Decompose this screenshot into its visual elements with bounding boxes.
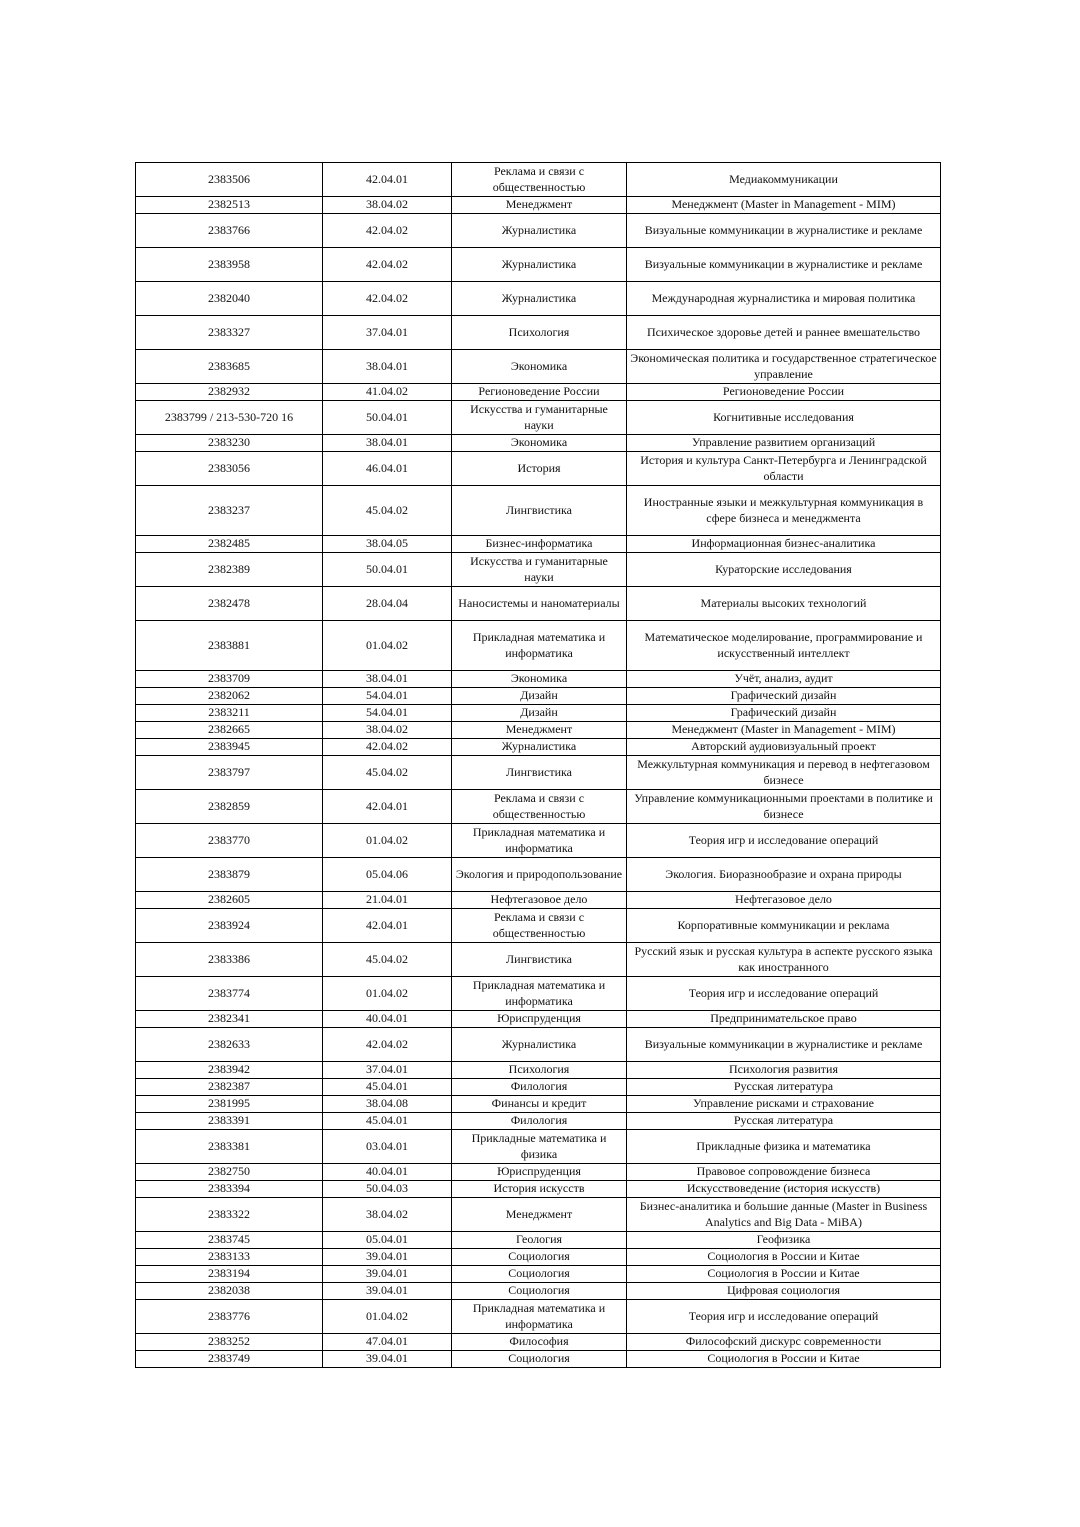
cell-id: 2382605 xyxy=(136,892,323,909)
cell-code: 42.04.01 xyxy=(323,790,452,824)
table-row xyxy=(136,1283,941,1300)
cell-field: Менеджмент xyxy=(452,1198,627,1232)
table-row xyxy=(136,1266,941,1283)
table-row xyxy=(136,350,941,384)
cell-code: 37.04.01 xyxy=(323,1062,452,1079)
cell-id: 2382513 xyxy=(136,197,323,214)
cell-code: 05.04.06 xyxy=(323,858,452,892)
cell-program: Менеджмент (Master in Management - MIM) xyxy=(627,197,941,214)
cell-id: 2383797 xyxy=(136,756,323,790)
cell-program: Международная журналистика и мировая политика xyxy=(627,282,941,316)
cell-program: Прикладные физика и математика xyxy=(627,1130,941,1164)
cell-id: 2383958 xyxy=(136,248,323,282)
cell-code: 38.04.01 xyxy=(323,435,452,452)
cell-program: Визуальные коммуникации в журналистике и рекламе xyxy=(627,1028,941,1062)
table-row xyxy=(136,214,941,248)
cell-id: 2382932 xyxy=(136,384,323,401)
cell-program: Психическое здоровье детей и раннее вмешательство xyxy=(627,316,941,350)
cell-field: Лингвистика xyxy=(452,486,627,536)
table-row xyxy=(136,282,941,316)
table-row xyxy=(136,1028,941,1062)
cell-program: Регионоведение России xyxy=(627,384,941,401)
cell-field: Социология xyxy=(452,1351,627,1368)
cell-id: 2383133 xyxy=(136,1249,323,1266)
table-row xyxy=(136,722,941,739)
cell-field: Журналистика xyxy=(452,214,627,248)
cell-field: Журналистика xyxy=(452,248,627,282)
table-row xyxy=(136,1334,941,1351)
cell-field: Журналистика xyxy=(452,1028,627,1062)
cell-program: Кураторские исследования xyxy=(627,553,941,587)
cell-id: 2382750 xyxy=(136,1164,323,1181)
cell-id: 2383381 xyxy=(136,1130,323,1164)
cell-code: 01.04.02 xyxy=(323,824,452,858)
cell-field: Менеджмент xyxy=(452,722,627,739)
cell-field: Искусства и гуманитарные науки xyxy=(452,553,627,587)
cell-id: 2383924 xyxy=(136,909,323,943)
table-row xyxy=(136,197,941,214)
cell-program: Учёт, анализ, аудит xyxy=(627,671,941,688)
cell-field: Прикладные математика и физика xyxy=(452,1130,627,1164)
cell-id: 2383881 xyxy=(136,621,323,671)
table-row xyxy=(136,671,941,688)
cell-id: 2383745 xyxy=(136,1232,323,1249)
cell-code: 40.04.01 xyxy=(323,1011,452,1028)
table-row xyxy=(136,621,941,671)
table-row xyxy=(136,1232,941,1249)
table-row xyxy=(136,384,941,401)
cell-program: Предпринимательское право xyxy=(627,1011,941,1028)
cell-code: 38.04.08 xyxy=(323,1096,452,1113)
cell-code: 42.04.02 xyxy=(323,214,452,248)
cell-code: 45.04.01 xyxy=(323,1079,452,1096)
cell-code: 39.04.01 xyxy=(323,1283,452,1300)
cell-code: 38.04.02 xyxy=(323,722,452,739)
cell-program: Теория игр и исследование операций xyxy=(627,977,941,1011)
cell-field: Филология xyxy=(452,1079,627,1096)
cell-id: 2382859 xyxy=(136,790,323,824)
cell-field: Регионоведение России xyxy=(452,384,627,401)
cell-id: 2383879 xyxy=(136,858,323,892)
cell-code: 38.04.01 xyxy=(323,671,452,688)
cell-program: Теория игр и исследование операций xyxy=(627,824,941,858)
table-row xyxy=(136,705,941,722)
table-row xyxy=(136,163,941,197)
cell-field: Психология xyxy=(452,1062,627,1079)
cell-program: Геофизика xyxy=(627,1232,941,1249)
cell-program: Графический дизайн xyxy=(627,705,941,722)
cell-field: Социология xyxy=(452,1266,627,1283)
cell-field: Филология xyxy=(452,1113,627,1130)
cell-id: 2382040 xyxy=(136,282,323,316)
cell-code: 45.04.02 xyxy=(323,486,452,536)
cell-field: Экономика xyxy=(452,671,627,688)
cell-field: Прикладная математика и информатика xyxy=(452,1300,627,1334)
cell-code: 05.04.01 xyxy=(323,1232,452,1249)
cell-program: История и культура Санкт-Петербурга и Ленинградской области xyxy=(627,452,941,486)
cell-code: 54.04.01 xyxy=(323,688,452,705)
cell-field: Экономика xyxy=(452,435,627,452)
table-row xyxy=(136,316,941,350)
cell-program: Теория игр и исследование операций xyxy=(627,1300,941,1334)
cell-id: 2383942 xyxy=(136,1062,323,1079)
cell-field: Геология xyxy=(452,1232,627,1249)
cell-program: Медиакоммуникации xyxy=(627,163,941,197)
table-row xyxy=(136,1198,941,1232)
cell-program: Русская литература xyxy=(627,1113,941,1130)
cell-id: 2383774 xyxy=(136,977,323,1011)
cell-id: 2383709 xyxy=(136,671,323,688)
cell-id: 2382387 xyxy=(136,1079,323,1096)
cell-id: 2383749 xyxy=(136,1351,323,1368)
programs-table-body xyxy=(136,163,941,1368)
cell-id: 2382485 xyxy=(136,536,323,553)
table-row xyxy=(136,435,941,452)
table-row xyxy=(136,858,941,892)
cell-program: Управление развитием организаций xyxy=(627,435,941,452)
cell-field: Прикладная математика и информатика xyxy=(452,824,627,858)
cell-field: Наносистемы и наноматериалы xyxy=(452,587,627,621)
cell-field: Финансы и кредит xyxy=(452,1096,627,1113)
cell-code: 50.04.01 xyxy=(323,553,452,587)
table-row xyxy=(136,1113,941,1130)
cell-code: 45.04.02 xyxy=(323,943,452,977)
table-row xyxy=(136,1181,941,1198)
table-row xyxy=(136,1164,941,1181)
cell-id: 2382665 xyxy=(136,722,323,739)
table-row xyxy=(136,1079,941,1096)
cell-code: 01.04.02 xyxy=(323,621,452,671)
cell-id: 2383056 xyxy=(136,452,323,486)
cell-program: Когнитивные исследования xyxy=(627,401,941,435)
cell-id: 2383945 xyxy=(136,739,323,756)
cell-program: Визуальные коммуникации в журналистике и рекламе xyxy=(627,214,941,248)
cell-id: 2383506 xyxy=(136,163,323,197)
table-row xyxy=(136,587,941,621)
cell-program: Иностранные языки и межкультурная коммуникация в сфере бизнеса и менеджмента xyxy=(627,486,941,536)
cell-program: Бизнес-аналитика и большие данные (Master in Business Analytics and Big Data - MiBA) xyxy=(627,1198,941,1232)
table-row xyxy=(136,536,941,553)
table-row xyxy=(136,452,941,486)
cell-program: Экономическая политика и государственное стратегическое управление xyxy=(627,350,941,384)
cell-program: Графический дизайн xyxy=(627,688,941,705)
cell-id: 2382389 xyxy=(136,553,323,587)
cell-field: Прикладная математика и информатика xyxy=(452,977,627,1011)
table-row xyxy=(136,1096,941,1113)
table-row xyxy=(136,1351,941,1368)
cell-id: 2383327 xyxy=(136,316,323,350)
cell-field: Лингвистика xyxy=(452,943,627,977)
cell-program: Правовое сопровождение бизнеса xyxy=(627,1164,941,1181)
cell-code: 42.04.02 xyxy=(323,282,452,316)
cell-code: 38.04.01 xyxy=(323,350,452,384)
cell-id: 2383766 xyxy=(136,214,323,248)
cell-code: 01.04.02 xyxy=(323,1300,452,1334)
cell-field: Нефтегазовое дело xyxy=(452,892,627,909)
cell-program: Корпоративные коммуникации и реклама xyxy=(627,909,941,943)
cell-id: 2383391 xyxy=(136,1113,323,1130)
cell-field: Философия xyxy=(452,1334,627,1351)
table-row xyxy=(136,486,941,536)
cell-code: 40.04.01 xyxy=(323,1164,452,1181)
cell-field: Прикладная математика и информатика xyxy=(452,621,627,671)
cell-field: Социология xyxy=(452,1283,627,1300)
cell-code: 39.04.01 xyxy=(323,1249,452,1266)
table-row xyxy=(136,1300,941,1334)
cell-code: 38.04.02 xyxy=(323,1198,452,1232)
cell-code: 38.04.02 xyxy=(323,197,452,214)
cell-field: Экономика xyxy=(452,350,627,384)
cell-code: 42.04.02 xyxy=(323,248,452,282)
cell-code: 37.04.01 xyxy=(323,316,452,350)
cell-field: Социология xyxy=(452,1249,627,1266)
cell-id: 2382062 xyxy=(136,688,323,705)
cell-field: История искусств xyxy=(452,1181,627,1198)
cell-code: 45.04.01 xyxy=(323,1113,452,1130)
cell-field: Реклама и связи с общественностью xyxy=(452,790,627,824)
cell-id: 2383322 xyxy=(136,1198,323,1232)
cell-id: 2383685 xyxy=(136,350,323,384)
cell-field: Лингвистика xyxy=(452,756,627,790)
table-row xyxy=(136,553,941,587)
cell-program: Социология в России и Китае xyxy=(627,1351,941,1368)
cell-code: 47.04.01 xyxy=(323,1334,452,1351)
cell-program: Управление коммуникационными проектами в политике и бизнесе xyxy=(627,790,941,824)
cell-field: Юриспруденция xyxy=(452,1164,627,1181)
cell-id: 2383237 xyxy=(136,486,323,536)
cell-code: 41.04.02 xyxy=(323,384,452,401)
cell-id: 2383386 xyxy=(136,943,323,977)
table-row xyxy=(136,943,941,977)
cell-program: Русская литература xyxy=(627,1079,941,1096)
cell-program: Управление рисками и страхование xyxy=(627,1096,941,1113)
cell-id: 2383194 xyxy=(136,1266,323,1283)
table-row xyxy=(136,824,941,858)
cell-id: 2383252 xyxy=(136,1334,323,1351)
cell-code: 42.04.01 xyxy=(323,163,452,197)
cell-code: 54.04.01 xyxy=(323,705,452,722)
cell-code: 45.04.02 xyxy=(323,756,452,790)
cell-field: Экология и природопользование xyxy=(452,858,627,892)
cell-id: 2381995 xyxy=(136,1096,323,1113)
cell-id: 2383211 xyxy=(136,705,323,722)
cell-program: Визуальные коммуникации в журналистике и рекламе xyxy=(627,248,941,282)
cell-field: Журналистика xyxy=(452,739,627,756)
cell-program: Искусствоведение (история искусств) xyxy=(627,1181,941,1198)
cell-program: Философский дискурс современности xyxy=(627,1334,941,1351)
table-row xyxy=(136,909,941,943)
table-row xyxy=(136,977,941,1011)
cell-program: Менеджмент (Master in Management - MIM) xyxy=(627,722,941,739)
cell-field: Журналистика xyxy=(452,282,627,316)
cell-id: 2383770 xyxy=(136,824,323,858)
cell-program: Цифровая социология xyxy=(627,1283,941,1300)
cell-code: 38.04.05 xyxy=(323,536,452,553)
cell-program: Социология в России и Китае xyxy=(627,1266,941,1283)
cell-field: Дизайн xyxy=(452,688,627,705)
cell-code: 42.04.01 xyxy=(323,909,452,943)
cell-code: 50.04.01 xyxy=(323,401,452,435)
cell-field: Реклама и связи с общественностью xyxy=(452,163,627,197)
cell-code: 01.04.02 xyxy=(323,977,452,1011)
table-row xyxy=(136,756,941,790)
table-row xyxy=(136,401,941,435)
table-row xyxy=(136,790,941,824)
cell-field: Искусства и гуманитарные науки xyxy=(452,401,627,435)
cell-code: 42.04.02 xyxy=(323,739,452,756)
table-row xyxy=(136,1249,941,1266)
cell-program: Информационная бизнес-аналитика xyxy=(627,536,941,553)
table-row xyxy=(136,1130,941,1164)
cell-id: 2383799 / 213-530-720 16 xyxy=(136,401,323,435)
table-row xyxy=(136,892,941,909)
cell-id: 2383394 xyxy=(136,1181,323,1198)
cell-id: 2382341 xyxy=(136,1011,323,1028)
cell-id: 2382478 xyxy=(136,587,323,621)
cell-field: История xyxy=(452,452,627,486)
cell-code: 03.04.01 xyxy=(323,1130,452,1164)
table-row xyxy=(136,1011,941,1028)
table-row xyxy=(136,1062,941,1079)
table-row xyxy=(136,248,941,282)
cell-field: Юриспруденция xyxy=(452,1011,627,1028)
cell-program: Нефтегазовое дело xyxy=(627,892,941,909)
programs-table xyxy=(135,162,941,1368)
cell-code: 46.04.01 xyxy=(323,452,452,486)
cell-program: Русский язык и русская культура в аспекте русского языка как иностранного xyxy=(627,943,941,977)
cell-program: Экология. Биоразнообразие и охрана природы xyxy=(627,858,941,892)
cell-code: 28.04.04 xyxy=(323,587,452,621)
cell-id: 2383776 xyxy=(136,1300,323,1334)
cell-program: Математическое моделирование, программирование и искусственный интеллект xyxy=(627,621,941,671)
cell-id: 2382633 xyxy=(136,1028,323,1062)
cell-program: Межкультурная коммуникация и перевод в нефтегазовом бизнесе xyxy=(627,756,941,790)
cell-program: Психология развития xyxy=(627,1062,941,1079)
cell-program: Авторский аудиовизуальный проект xyxy=(627,739,941,756)
cell-field: Дизайн xyxy=(452,705,627,722)
cell-field: Бизнес-информатика xyxy=(452,536,627,553)
cell-field: Менеджмент xyxy=(452,197,627,214)
table-row xyxy=(136,688,941,705)
cell-code: 39.04.01 xyxy=(323,1266,452,1283)
cell-id: 2382038 xyxy=(136,1283,323,1300)
table-row xyxy=(136,739,941,756)
cell-code: 39.04.01 xyxy=(323,1351,452,1368)
cell-program: Социология в России и Китае xyxy=(627,1249,941,1266)
cell-program: Материалы высоких технологий xyxy=(627,587,941,621)
cell-field: Психология xyxy=(452,316,627,350)
cell-id: 2383230 xyxy=(136,435,323,452)
cell-code: 21.04.01 xyxy=(323,892,452,909)
cell-field: Реклама и связи с общественностью xyxy=(452,909,627,943)
cell-code: 50.04.03 xyxy=(323,1181,452,1198)
cell-code: 42.04.02 xyxy=(323,1028,452,1062)
